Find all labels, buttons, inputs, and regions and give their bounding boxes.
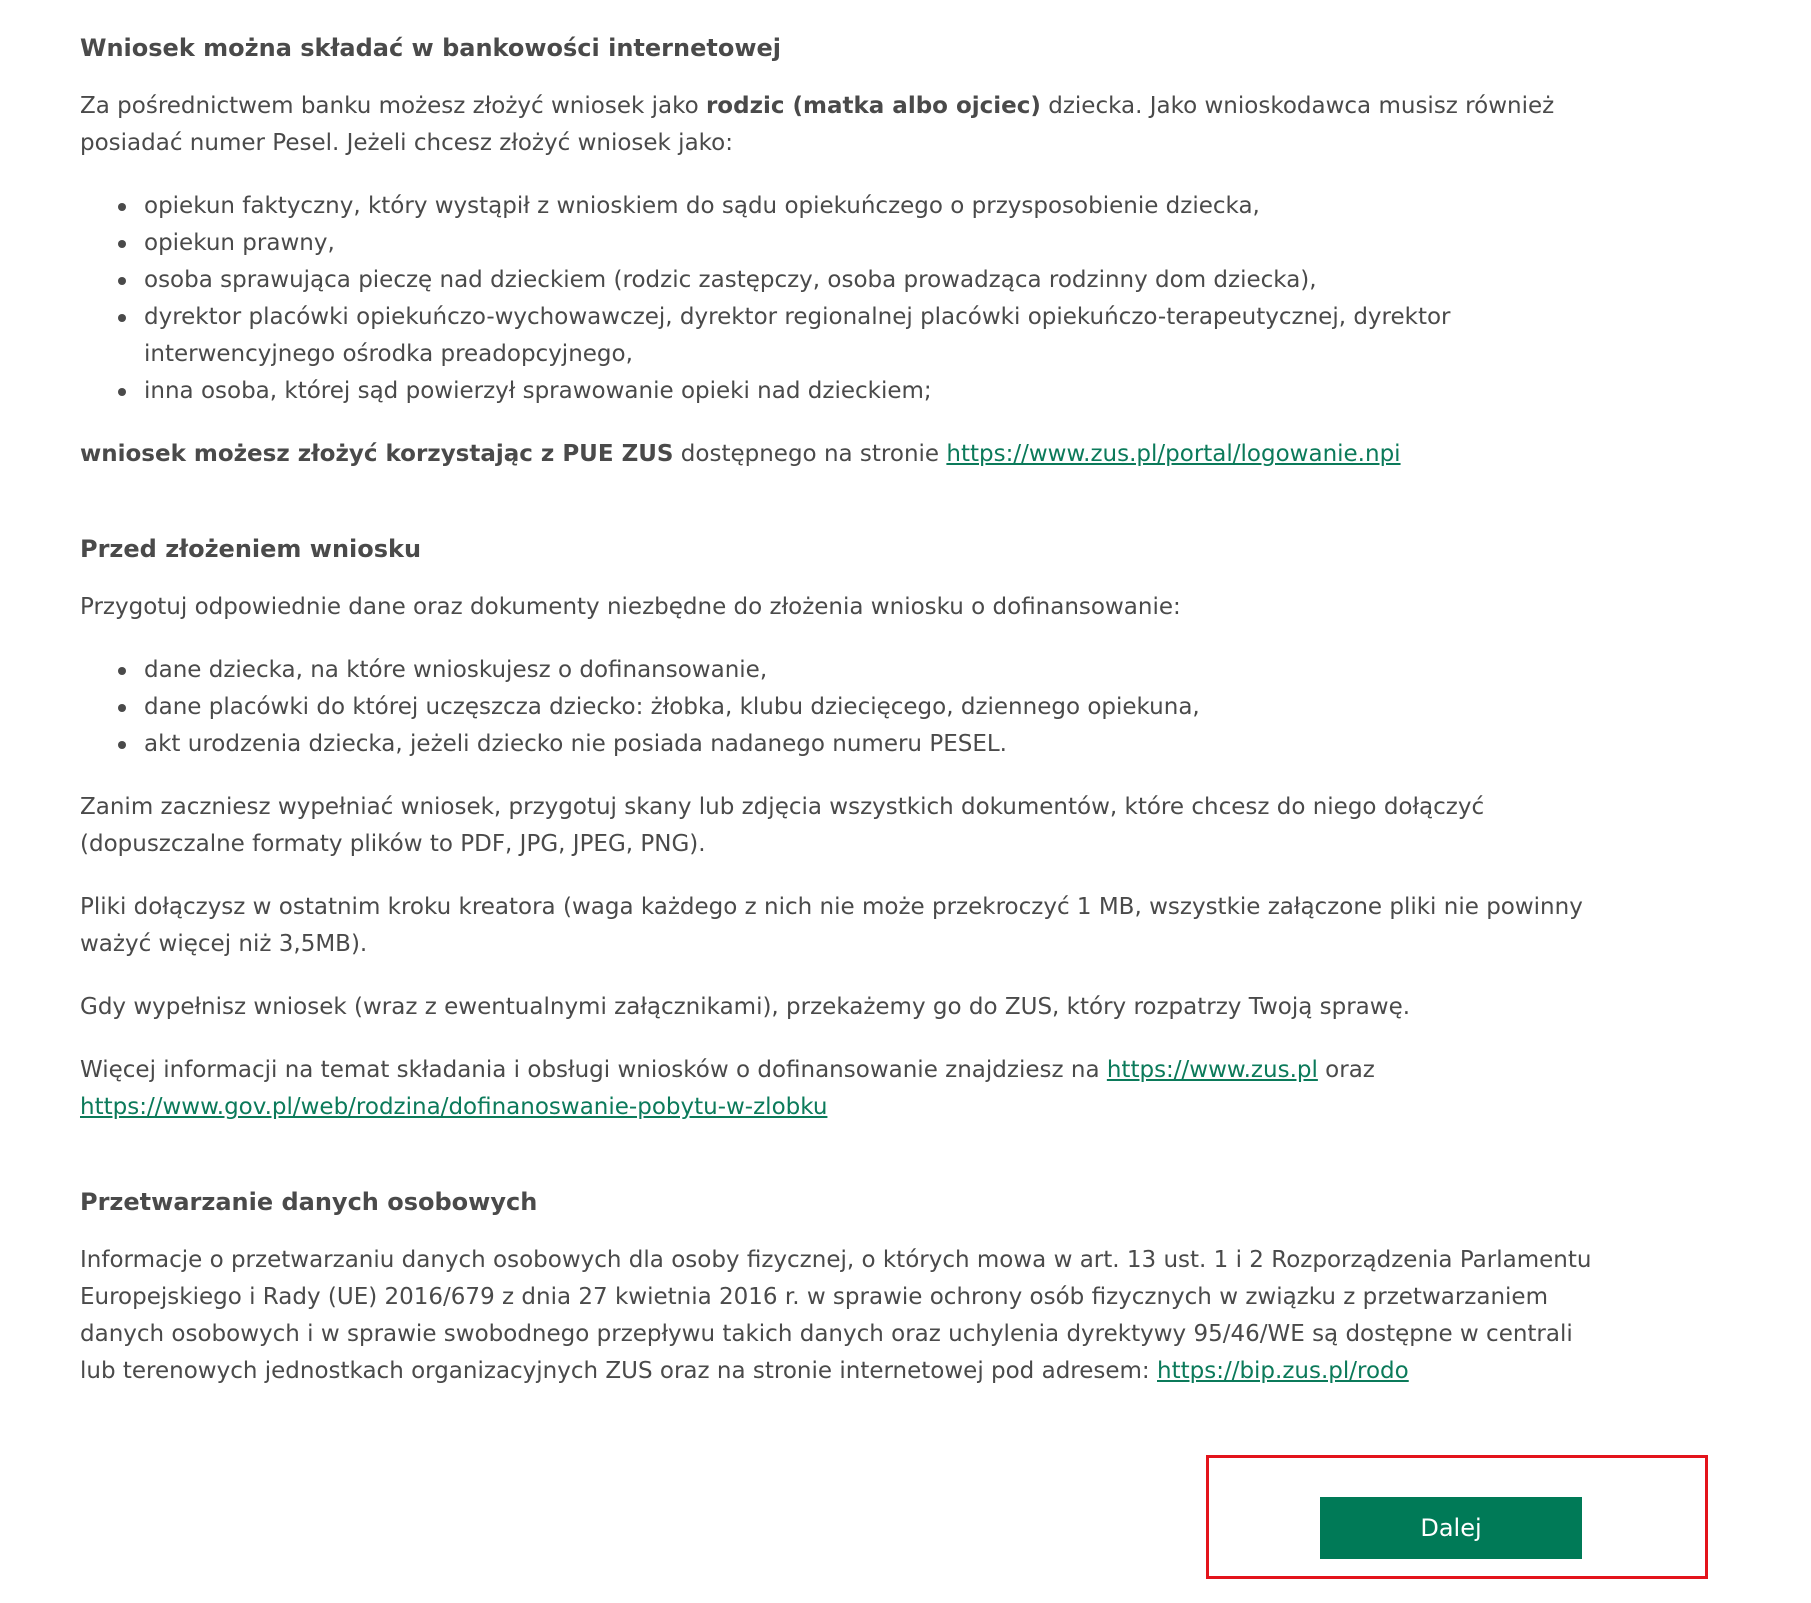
section-title-before: Przed złożeniem wniosku [80, 535, 422, 563]
list-item: osoba sprawująca pieczę nad dzieckiem (rodzic zastępczy, osoba prowadząca rodzinny dom dziecka), [144, 262, 1600, 299]
section-title-gdpr: Przetwarzanie danych osobowych [80, 1188, 538, 1216]
applicant-list [80, 188, 1600, 410]
more-info-text: Więcej informacji na temat składania i obsługi wniosków o dofinansowanie znajdziesz na [80, 1057, 1107, 1083]
section-spacer [80, 473, 1600, 529]
list-item: dane dziecka, na które wnioskujesz o dofinansowanie, [144, 652, 1600, 689]
more-info-and: oraz [1317, 1057, 1375, 1083]
main-content [80, 28, 1600, 1390]
more-info-paragraph [80, 1052, 1600, 1126]
list-item: dyrektor placówki opiekuńczo-wychowawczej, dyrektor regionalnej placówki opiekuńczo-terapeutycznej, dyrektor interwencyjnego ośrodka preadopcyjnego, [144, 299, 1600, 373]
zus-paragraph: Gdy wypełnisz wniosek (wraz z ewentualnymi załącznikami), przekażemy go do ZUS, który rozpatrzy Twoją sprawę. [80, 994, 1411, 1020]
bank-intro-bold: rodzic (matka albo ojciec) [705, 93, 1041, 119]
zus-link[interactable]: https://www.zus.pl [1106, 1057, 1318, 1083]
gov-link[interactable]: https://www.gov.pl/web/rodzina/dofinanoswanie-pobytu-w-zlobku [80, 1094, 828, 1120]
gdpr-text: Informacje o przetwarzaniu danych osobowych dla osoby fizycznej, o których mowa w art. 13 ust. 1 i 2 Rozporządzenia Parlamentu Europejskiego i Rady (UE) 2016/679 z dnia 27 kwietnia 2016 r. w sprawie ochrony osób fizycznych w związku z przetwarzaniem danych osobowych i w sprawie swobodnego przepływu takich danych oraz uchylenia dyrektywy 95/46/WE są dostępne w centrali lub terenowych jednostkach organizacyjnych ZUS oraz na stronie internetowej pod adresem: [80, 1247, 1592, 1384]
pue-text: dostępnego na stronie [673, 441, 947, 467]
pue-bold-text: wniosek możesz złożyć korzystając z PUE ZUS [80, 441, 674, 467]
list-item: akt urodzenia dziecka, jeżeli dziecko nie posiada nadanego numeru PESEL. [144, 726, 1600, 763]
bank-intro-text-2: dziecka. Jako wnioskodawca musisz również posiadać numer Pesel. Jeżeli chcesz złożyć wniosek jako: [80, 93, 1555, 156]
list-item: dane placówki do której uczęszcza dziecko: żłobka, klubu dziecięcego, dziennego opiekuna, [144, 689, 1600, 726]
list-item: opiekun faktyczny, który wystąpił z wnioskiem do sądu opiekuńczego o przysposobienie dziecka, [144, 188, 1600, 225]
documents-list [80, 652, 1600, 763]
files-paragraph: Pliki dołączysz w ostatnim kroku kreatora (waga każdego z nich nie może przekroczyć 1 MB, wszystkie załączone pliki nie powinny ważyć więcej niż 3,5MB). [80, 894, 1583, 957]
bank-intro-paragraph [80, 88, 1600, 162]
section-title-bank: Wniosek można składać w bankowości internetowej [80, 34, 782, 62]
rodo-link[interactable]: https://bip.zus.pl/rodo [1157, 1358, 1409, 1384]
prepare-intro-paragraph: Przygotuj odpowiednie dane oraz dokumenty niezbędne do złożenia wniosku o dofinansowanie: [80, 594, 1181, 620]
section-spacer [80, 1126, 1600, 1182]
scans-paragraph: Zanim zaczniesz wypełniać wniosek, przygotuj skany lub zdjęcia wszystkich dokumentów, które chcesz do niego dołączyć (dopuszczalne formaty plików to PDF, JPG, JPEG, PNG). [80, 794, 1485, 857]
next-button[interactable]: Dalej [1320, 1497, 1582, 1559]
gdpr-paragraph [80, 1242, 1600, 1390]
pue-login-link[interactable]: https://www.zus.pl/portal/logowanie.npi [946, 441, 1401, 467]
list-item: opiekun prawny, [144, 225, 1600, 262]
bank-intro-text: Za pośrednictwem banku możesz złożyć wniosek jako [80, 93, 706, 119]
pue-paragraph [80, 436, 1600, 473]
list-item: inna osoba, której sąd powierzył sprawowanie opieki nad dzieckiem; [144, 373, 1600, 410]
